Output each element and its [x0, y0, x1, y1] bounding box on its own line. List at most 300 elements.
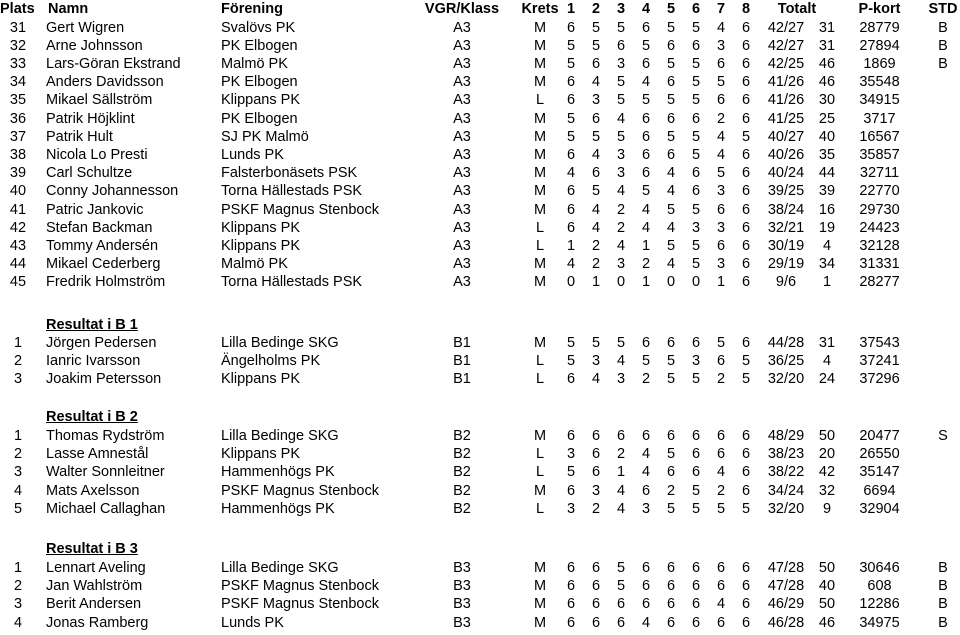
cell-round-2: 2 [591, 237, 601, 254]
cell-totalt-inner: 42 [818, 464, 836, 481]
cell-pkort: 34915 [859, 92, 900, 109]
cell-krets: M [533, 183, 547, 200]
cell-round-5: 6 [666, 146, 676, 163]
cell-std: B [938, 578, 948, 595]
cell-totalt-inner: 44 [818, 165, 836, 182]
cell-round-6: 3 [691, 353, 701, 370]
cell-forening: PSKF Magnus Stenbock [221, 596, 379, 613]
cell-round-2: 6 [591, 560, 601, 576]
cell-totalt-score: 32/20 [767, 500, 805, 517]
cell-round-3: 4 [616, 482, 626, 499]
cell-plats: 36 [9, 110, 27, 127]
cell-std: S [938, 428, 948, 444]
cell-round-2: 6 [591, 596, 601, 613]
cell-vgr-klass: B2 [453, 446, 471, 463]
cell-namn: Mikael Cederberg [46, 256, 161, 273]
cell-round-2: 5 [591, 335, 601, 351]
cell-krets: M [533, 482, 547, 499]
cell-round-6: 5 [691, 482, 701, 499]
cell-round-2: 4 [591, 74, 601, 91]
cell-round-4: 6 [641, 165, 651, 182]
cell-forening: PK Elbogen [221, 110, 298, 127]
table-row [0, 128, 960, 146]
cell-round-1: 6 [566, 201, 576, 218]
cell-round-1: 5 [566, 128, 576, 145]
cell-pkort: 32711 [859, 165, 900, 182]
cell-pkort: 30646 [859, 560, 900, 576]
section-title: Resultat i B 1 [46, 317, 138, 333]
cell-totalt-inner: 9 [822, 500, 832, 517]
cell-round-6: 5 [691, 371, 701, 388]
cell-round-1: 6 [566, 146, 576, 163]
cell-totalt-score: 38/22 [767, 464, 805, 481]
cell-round-8: 6 [741, 274, 751, 291]
cell-round-4: 4 [641, 614, 651, 631]
table-row [0, 370, 960, 388]
cell-round-3: 5 [616, 74, 626, 91]
cell-round-1: 3 [566, 500, 576, 517]
cell-namn: Lars-Göran Ekstrand [46, 55, 181, 72]
cell-round-1: 6 [566, 482, 576, 499]
header-namn: Namn [48, 1, 89, 17]
header-forening: Förening [221, 1, 284, 17]
cell-round-7: 5 [716, 335, 726, 351]
cell-round-8: 6 [741, 446, 751, 463]
cell-round-5: 5 [666, 237, 676, 254]
cell-round-8: 6 [741, 55, 751, 72]
cell-round-7: 6 [716, 237, 726, 254]
cell-totalt-score: 30/19 [767, 237, 805, 254]
cell-round-6: 5 [691, 237, 701, 254]
cell-round-8: 6 [741, 596, 751, 613]
cell-round-8: 6 [741, 482, 751, 499]
cell-round-3: 2 [616, 201, 626, 218]
cell-forening: Klippans PK [221, 446, 300, 463]
header-round-7: 7 [716, 1, 726, 17]
header-round-8: 8 [741, 1, 751, 17]
cell-pkort: 35857 [859, 146, 900, 163]
cell-forening: Malmö PK [221, 55, 288, 72]
cell-totalt-score: 41/26 [767, 92, 805, 109]
cell-round-5: 4 [666, 183, 676, 200]
table-row [0, 482, 960, 500]
cell-namn: Michael Callaghan [46, 500, 166, 517]
cell-round-3: 4 [616, 500, 626, 517]
cell-totalt-score: 32/21 [767, 219, 805, 236]
table-row [0, 427, 960, 445]
cell-round-6: 3 [691, 219, 701, 236]
cell-forening: PK Elbogen [221, 37, 298, 54]
cell-totalt-inner: 4 [822, 353, 832, 370]
cell-round-4: 5 [641, 92, 651, 109]
cell-round-8: 6 [741, 201, 751, 218]
cell-round-3: 4 [616, 237, 626, 254]
cell-round-3: 6 [616, 428, 626, 444]
cell-round-5: 4 [666, 165, 676, 182]
cell-plats: 38 [9, 146, 27, 163]
table-row [0, 463, 960, 481]
cell-totalt-score: 44/28 [767, 335, 805, 351]
cell-round-1: 6 [566, 74, 576, 91]
cell-round-7: 6 [716, 201, 726, 218]
cell-forening: Ängelholms PK [221, 353, 321, 370]
cell-totalt-inner: 50 [818, 560, 836, 576]
cell-round-5: 5 [666, 19, 676, 36]
cell-round-4: 4 [641, 74, 651, 91]
cell-totalt-inner: 46 [818, 74, 836, 91]
cell-namn: Patrik Hult [46, 128, 113, 145]
table-row [0, 73, 960, 91]
cell-round-5: 6 [666, 335, 676, 351]
cell-round-2: 3 [591, 482, 601, 499]
header-pkort: P-kort [858, 1, 901, 17]
cell-vgr-klass: A3 [453, 110, 471, 127]
cell-totalt-inner: 35 [818, 146, 836, 163]
cell-namn: Joakim Petersson [46, 371, 162, 388]
cell-pkort: 1869 [863, 55, 896, 72]
cell-vgr-klass: B3 [453, 560, 471, 576]
header-plats: Plats [0, 1, 35, 17]
cell-round-5: 2 [666, 482, 676, 499]
cell-plats: 35 [9, 92, 27, 109]
cell-round-1: 3 [566, 446, 576, 463]
cell-round-3: 6 [616, 614, 626, 631]
cell-vgr-klass: B3 [453, 614, 471, 631]
cell-totalt-inner: 20 [818, 446, 836, 463]
cell-namn: Gert Wigren [46, 19, 125, 36]
cell-krets: L [535, 219, 545, 236]
cell-round-5: 5 [666, 353, 676, 370]
cell-forening: Klippans PK [221, 237, 300, 254]
cell-round-7: 6 [716, 614, 726, 631]
cell-krets: L [535, 237, 545, 254]
cell-round-1: 5 [566, 37, 576, 54]
cell-pkort: 26550 [859, 446, 900, 463]
cell-pkort: 29730 [859, 201, 900, 218]
cell-round-8: 5 [741, 371, 751, 388]
cell-totalt-inner: 40 [818, 578, 836, 595]
cell-round-5: 5 [666, 55, 676, 72]
cell-round-7: 6 [716, 353, 726, 370]
cell-totalt-score: 39/25 [767, 183, 805, 200]
cell-round-6: 6 [691, 560, 701, 576]
cell-krets: M [533, 335, 547, 351]
cell-round-2: 6 [591, 446, 601, 463]
cell-round-1: 5 [566, 464, 576, 481]
header-totalt: Totalt [777, 1, 817, 17]
cell-round-6: 0 [691, 274, 701, 291]
cell-round-8: 6 [741, 428, 751, 444]
cell-namn: Walter Sonnleitner [46, 464, 165, 481]
cell-krets: M [533, 256, 547, 273]
cell-round-1: 6 [566, 371, 576, 388]
cell-pkort: 34975 [859, 614, 900, 631]
cell-round-3: 3 [616, 146, 626, 163]
cell-plats: 44 [9, 256, 27, 273]
cell-vgr-klass: A3 [453, 92, 471, 109]
cell-krets: M [533, 128, 547, 145]
cell-forening: Lunds PK [221, 614, 284, 631]
cell-round-8: 6 [741, 560, 751, 576]
cell-totalt-score: 48/29 [767, 428, 805, 444]
cell-round-3: 1 [616, 464, 626, 481]
cell-totalt-score: 47/28 [767, 560, 805, 576]
cell-round-5: 6 [666, 464, 676, 481]
cell-totalt-score: 36/25 [767, 353, 805, 370]
cell-krets: M [533, 596, 547, 613]
cell-totalt-score: 32/20 [767, 371, 805, 388]
cell-krets: M [533, 274, 547, 291]
cell-krets: M [533, 201, 547, 218]
cell-round-4: 5 [641, 183, 651, 200]
header-round-5: 5 [666, 1, 676, 17]
cell-vgr-klass: A3 [453, 128, 471, 145]
cell-krets: M [533, 578, 547, 595]
cell-round-2: 3 [591, 92, 601, 109]
cell-round-7: 3 [716, 219, 726, 236]
cell-vgr-klass: A3 [453, 256, 471, 273]
cell-totalt-score: 38/24 [767, 201, 805, 218]
cell-krets: L [535, 500, 545, 517]
header-round-3: 3 [616, 1, 626, 17]
cell-round-1: 5 [566, 110, 576, 127]
cell-plats: 4 [13, 482, 23, 499]
cell-round-6: 5 [691, 19, 701, 36]
cell-std: B [938, 55, 948, 72]
cell-round-1: 4 [566, 256, 576, 273]
cell-forening: Falsterbonäsets PSK [221, 165, 358, 182]
table-row [0, 614, 960, 632]
cell-namn: Berit Andersen [46, 596, 142, 613]
section-title: Resultat i B 2 [46, 409, 138, 425]
cell-round-2: 5 [591, 19, 601, 36]
cell-forening: Lunds PK [221, 146, 284, 163]
cell-vgr-klass: B1 [453, 371, 471, 388]
cell-krets: L [535, 446, 545, 463]
cell-namn: Patrik Höjklint [46, 110, 135, 127]
cell-namn: Lasse Amnestål [46, 446, 149, 463]
cell-totalt-score: 41/26 [767, 74, 805, 91]
cell-round-5: 6 [666, 560, 676, 576]
cell-namn: Jan Wahlström [46, 578, 143, 595]
cell-round-8: 6 [741, 464, 751, 481]
cell-round-7: 1 [716, 274, 726, 291]
cell-pkort: 22770 [859, 183, 900, 200]
cell-totalt-score: 40/27 [767, 128, 805, 145]
cell-pkort: 28277 [859, 274, 900, 291]
cell-round-4: 4 [641, 446, 651, 463]
cell-totalt-inner: 24 [818, 371, 836, 388]
cell-pkort: 37241 [859, 353, 900, 370]
cell-round-5: 4 [666, 256, 676, 273]
cell-round-5: 6 [666, 578, 676, 595]
cell-round-6: 6 [691, 578, 701, 595]
cell-totalt-inner: 39 [818, 183, 836, 200]
cell-round-8: 6 [741, 219, 751, 236]
cell-round-4: 1 [641, 274, 651, 291]
cell-vgr-klass: A3 [453, 19, 471, 36]
cell-krets: M [533, 55, 547, 72]
table-row [0, 55, 960, 73]
cell-forening: Malmö PK [221, 256, 288, 273]
cell-krets: M [533, 165, 547, 182]
cell-round-7: 6 [716, 55, 726, 72]
cell-round-6: 5 [691, 500, 701, 517]
cell-totalt-inner: 31 [818, 37, 836, 54]
cell-vgr-klass: A3 [453, 55, 471, 72]
cell-round-4: 5 [641, 353, 651, 370]
cell-totalt-score: 42/27 [767, 37, 805, 54]
table-row [0, 219, 960, 237]
cell-round-2: 1 [591, 274, 601, 291]
cell-round-3: 2 [616, 446, 626, 463]
cell-forening: Klippans PK [221, 371, 300, 388]
cell-pkort: 24423 [859, 219, 900, 236]
cell-totalt-inner: 30 [818, 92, 836, 109]
cell-plats: 2 [13, 446, 23, 463]
cell-krets: M [533, 560, 547, 576]
cell-pkort: 32128 [859, 237, 900, 254]
cell-pkort: 37296 [859, 371, 900, 388]
cell-round-2: 3 [591, 353, 601, 370]
cell-round-8: 5 [741, 500, 751, 517]
cell-round-6: 5 [691, 74, 701, 91]
cell-round-6: 5 [691, 256, 701, 273]
cell-round-7: 4 [716, 464, 726, 481]
cell-pkort: 27894 [859, 37, 900, 54]
table-row [0, 273, 960, 291]
table-row [0, 146, 960, 164]
cell-round-8: 6 [741, 37, 751, 54]
cell-totalt-score: 46/28 [767, 614, 805, 631]
cell-round-8: 6 [741, 92, 751, 109]
cell-totalt-inner: 46 [818, 55, 836, 72]
cell-vgr-klass: B3 [453, 578, 471, 595]
cell-namn: Jonas Ramberg [46, 614, 149, 631]
cell-plats: 4 [13, 614, 23, 631]
table-row [0, 91, 960, 109]
cell-round-2: 6 [591, 578, 601, 595]
cell-round-4: 4 [641, 219, 651, 236]
cell-plats: 45 [9, 274, 27, 291]
cell-krets: L [535, 353, 545, 370]
cell-forening: SJ PK Malmö [221, 128, 309, 145]
table-row [0, 37, 960, 55]
cell-pkort: 35548 [859, 74, 900, 91]
cell-plats: 1 [13, 335, 23, 351]
cell-namn: Conny Johannesson [46, 183, 179, 200]
cell-pkort: 12286 [859, 596, 900, 613]
cell-vgr-klass: B2 [453, 428, 471, 444]
cell-plats: 41 [9, 201, 27, 218]
table-row [0, 19, 960, 37]
cell-vgr-klass: A3 [453, 237, 471, 254]
cell-round-8: 5 [741, 353, 751, 370]
cell-plats: 32 [9, 37, 27, 54]
cell-totalt-inner: 16 [818, 201, 836, 218]
cell-round-3: 3 [616, 165, 626, 182]
cell-totalt-score: 34/24 [767, 482, 805, 499]
cell-round-6: 6 [691, 596, 701, 613]
cell-round-4: 4 [641, 201, 651, 218]
cell-pkort: 35147 [859, 464, 900, 481]
cell-vgr-klass: A3 [453, 183, 471, 200]
cell-round-4: 6 [641, 560, 651, 576]
cell-round-5: 5 [666, 371, 676, 388]
cell-krets: M [533, 37, 547, 54]
cell-round-1: 6 [566, 560, 576, 576]
cell-round-1: 1 [566, 237, 576, 254]
cell-round-6: 6 [691, 428, 701, 444]
cell-round-1: 5 [566, 335, 576, 351]
cell-round-2: 4 [591, 371, 601, 388]
cell-forening: Hammenhögs PK [221, 464, 335, 481]
cell-round-6: 6 [691, 110, 701, 127]
cell-pkort: 608 [867, 578, 892, 595]
table-row [0, 255, 960, 273]
cell-namn: Tommy Andersén [46, 237, 159, 254]
cell-round-3: 3 [616, 55, 626, 72]
cell-forening: Torna Hällestads PSK [221, 183, 363, 200]
cell-round-2: 6 [591, 428, 601, 444]
cell-round-8: 6 [741, 110, 751, 127]
cell-round-8: 5 [741, 128, 751, 145]
cell-vgr-klass: A3 [453, 74, 471, 91]
cell-plats: 40 [9, 183, 27, 200]
cell-vgr-klass: B1 [453, 335, 471, 351]
cell-vgr-klass: B2 [453, 482, 471, 499]
cell-totalt-inner: 4 [822, 237, 832, 254]
cell-round-2: 6 [591, 614, 601, 631]
cell-round-4: 6 [641, 482, 651, 499]
cell-forening: Hammenhögs PK [221, 500, 335, 517]
cell-round-2: 5 [591, 128, 601, 145]
cell-totalt-score: 42/25 [767, 55, 805, 72]
cell-round-7: 6 [716, 578, 726, 595]
cell-namn: Stefan Backman [46, 219, 153, 236]
cell-forening: Klippans PK [221, 92, 300, 109]
cell-krets: M [533, 428, 547, 444]
cell-round-7: 2 [716, 371, 726, 388]
cell-totalt-inner: 40 [818, 128, 836, 145]
cell-plats: 33 [9, 55, 27, 72]
cell-round-5: 6 [666, 37, 676, 54]
cell-round-1: 5 [566, 55, 576, 72]
cell-round-5: 5 [666, 92, 676, 109]
cell-round-2: 6 [591, 464, 601, 481]
cell-round-2: 4 [591, 219, 601, 236]
cell-pkort: 31331 [859, 256, 900, 273]
cell-round-5: 6 [666, 110, 676, 127]
cell-plats: 37 [9, 128, 27, 145]
cell-vgr-klass: A3 [453, 165, 471, 182]
cell-round-3: 6 [616, 596, 626, 613]
cell-forening: PSKF Magnus Stenbock [221, 482, 379, 499]
cell-krets: L [535, 92, 545, 109]
cell-round-8: 6 [741, 614, 751, 631]
cell-round-3: 5 [616, 128, 626, 145]
cell-plats: 3 [13, 371, 23, 388]
cell-namn: Jörgen Pedersen [46, 335, 157, 351]
cell-totalt-inner: 50 [818, 596, 836, 613]
cell-round-5: 0 [666, 274, 676, 291]
cell-std: B [938, 37, 948, 54]
cell-round-8: 6 [741, 256, 751, 273]
cell-round-1: 6 [566, 92, 576, 109]
cell-round-3: 5 [616, 19, 626, 36]
cell-namn: Nicola Lo Presti [46, 146, 148, 163]
table-row [0, 445, 960, 463]
